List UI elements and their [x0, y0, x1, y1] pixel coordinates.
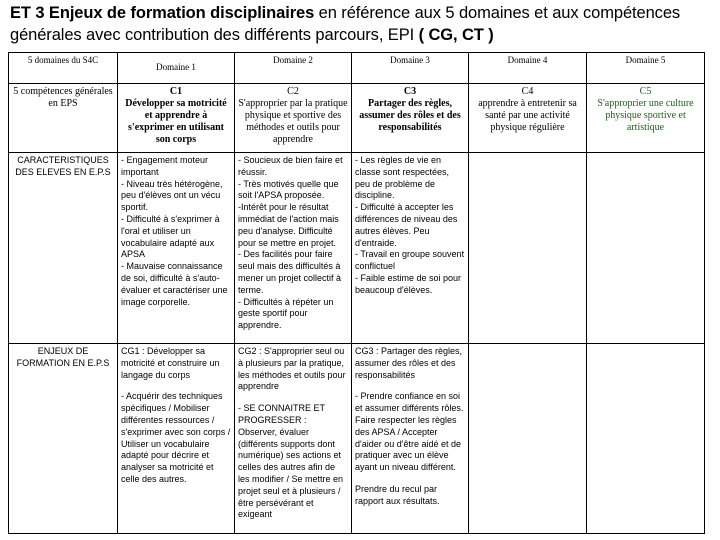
carac-d2-item: - Des facilités pour faire seul mais des difficultés à mener un projet collectif à terme. [238, 249, 342, 295]
cell-carac-d5 [587, 153, 705, 344]
row-label-enjeux: ENJEUX DE FORMATION EN E.P.S [9, 344, 118, 534]
carac-d1-item: - Mauvaise connaissance de soi, difficulté à s'auto-évaluer et caractériser une image corporelle. [121, 261, 228, 307]
enjeux-d1-head: CG1 : Développer sa motricité et construire un langage du corps [121, 346, 220, 380]
cell-carac-d3 [352, 153, 469, 344]
c1-code: C1 [169, 86, 183, 97]
enjeux-d3-item: Prendre du recul par rapport aux résultats. [355, 483, 440, 506]
title-rest: en référence aux 5 domaines et aux compétences générales avec contribution des différents parcours, EPI [10, 4, 681, 44]
header-domaine-2: Domaine 2 [235, 53, 352, 84]
domain-header-row [9, 53, 705, 84]
carac-d2-item: -Intérêt pour le résultat immédiat de l'action mais peu d'analyse. Difficulté pour se mettre en projet. [238, 202, 339, 248]
carac-d2-item: - Difficultés à répéter un geste sportif pour apprendre. [238, 296, 334, 331]
c1-text: Développer sa motricité et apprendre à s'exprimer en utilisant son corps [125, 98, 227, 145]
carac-d3-item: - Travail en groupe souvent conflictuel [355, 249, 465, 272]
competences-row [9, 84, 705, 153]
c3-text: Partager des règles, assumer des rôles et des responsabilités [359, 98, 461, 133]
carac-d2-item: - Soucieux de bien faire et réussir. [238, 155, 343, 177]
c3-code: C3 [403, 86, 417, 97]
header-domaine-5: Domaine 5 [587, 53, 705, 84]
cell-c5 [587, 84, 705, 153]
title-suffix: ( CG, CT ) [418, 26, 494, 44]
cell-enjeux-d3 [352, 344, 469, 534]
enjeux-d2-item: - SE CONNAITRE ET PROGRESSER : Observer, évaluer (différents supports dont numérique) ses actions et celles des autres afin de les modifier / Se mettre en projet seul et à plusieurs / être persévérant et exigeant [238, 403, 344, 520]
carac-d3-item: - Les règles de vie en classe sont respectées, peu de problème de discipline. [355, 155, 450, 201]
carac-d3-item: - Difficulté à accepter les différences de niveau des autres élèves. Peu d'entraide. [355, 202, 458, 248]
caracteristiques-row [9, 153, 705, 344]
row-label-caracteristiques: CARACTERISTIQUES DES ELEVES EN E.P.S [9, 153, 118, 344]
cell-enjeux-d5 [587, 344, 705, 534]
row-label-competences: 5 compétences générales en EPS [9, 84, 118, 153]
cell-enjeux-d2 [235, 344, 352, 534]
header-domaine-1: Domaine 1 [118, 53, 235, 84]
title-prefix: ET 3 Enjeux de formation disciplinaires [10, 4, 315, 22]
cell-carac-d2 [235, 153, 352, 344]
row-label-domaines: 5 domaines du S4C [9, 53, 118, 84]
cell-carac-d4 [469, 153, 587, 344]
carac-d1-item: - Difficulté à s'exprimer à l'oral et utiliser un vocabulaire adapté aux APSA [121, 213, 220, 260]
formation-table [8, 52, 705, 534]
carac-d3-item: - Faible estime de soi pour beaucoup d'élèves. [355, 272, 462, 295]
header-domaine-3: Domaine 3 [352, 53, 469, 84]
c2-code: C2 [287, 86, 299, 97]
header-domaine-4: Domaine 4 [469, 53, 587, 84]
c2-text: S'approprier par la pratique physique et sportive des méthodes et outils pour apprendre [238, 98, 348, 145]
enjeux-d3-item: - Prendre confiance en soi et assumer différents rôles. Faire respecter les règles des APSA / Accepter d'aider ou d'être aidé et de pratiquer avec un élève ayant un niveau différent. [355, 391, 464, 473]
carac-d1-item: - Niveau très hétérogène, peu d'élèves ont un vécu sportif. [121, 178, 223, 213]
enjeux-row [9, 344, 705, 534]
page-title [10, 2, 710, 46]
cell-carac-d1 [118, 153, 235, 344]
c5-code: C5 [639, 86, 652, 97]
c5-text: S'approprier une culture physique sportive et artistique [597, 98, 694, 133]
cell-c3 [352, 84, 469, 153]
cell-c1 [118, 84, 235, 153]
cell-enjeux-d1 [118, 344, 235, 534]
c4-code: C4 [521, 86, 534, 97]
carac-d1-item: - Engagement moteur important [121, 155, 209, 177]
cell-c4 [469, 84, 587, 153]
enjeux-d2-head: CG2 : S'approprier seul ou à plusieurs par la pratique, les méthodes et outils pour apprendre [238, 346, 346, 392]
cell-enjeux-d4 [469, 344, 587, 534]
carac-d2-item: - Très motivés quelle que soit l'APSA proposée. [238, 178, 339, 201]
cell-c2 [235, 84, 352, 153]
enjeux-d3-head: CG3 : Partager des règles, assumer des rôles et des responsabilités [355, 346, 463, 380]
enjeux-d1-item: - Acquérir des techniques spécifiques / Mobiliser différentes ressources / s'exprimer avec son corps / Utiliser un vocabulaire adapté pour décrire et analyser sa motricité et celle des autres. [121, 391, 231, 484]
c4-text: apprendre à entretenir sa santé par une activité physique régulière [478, 98, 577, 133]
